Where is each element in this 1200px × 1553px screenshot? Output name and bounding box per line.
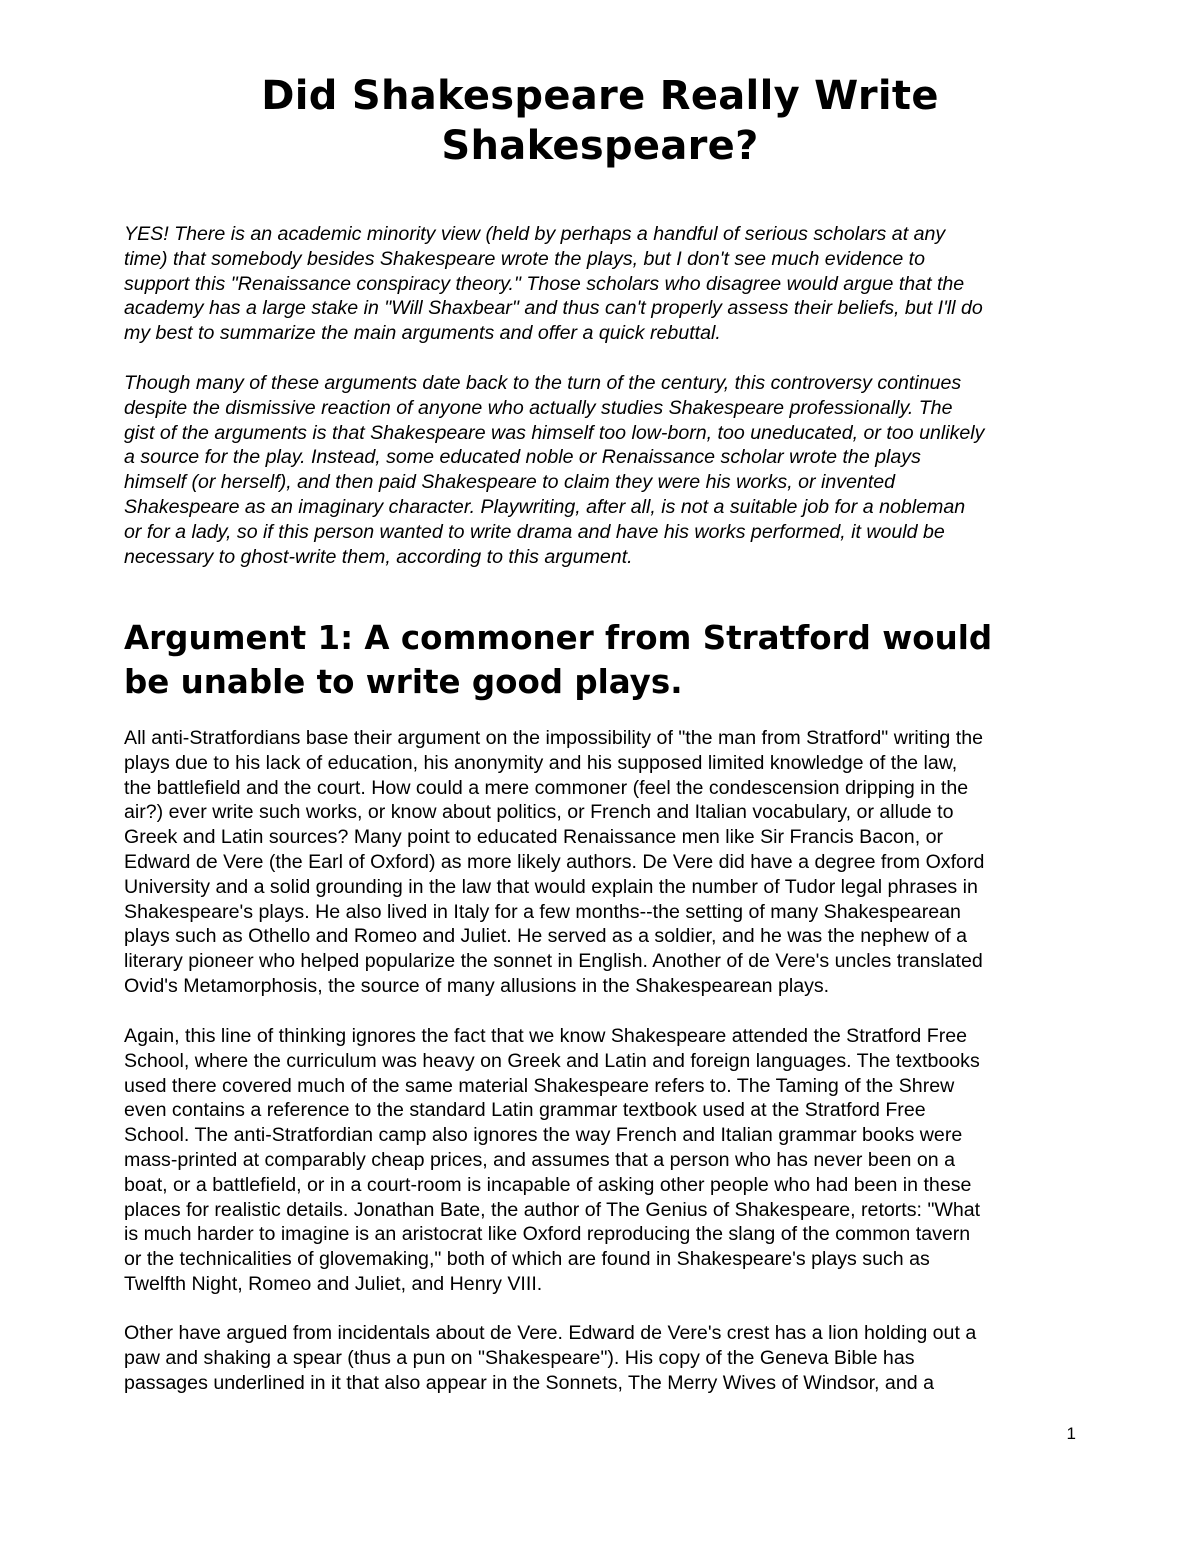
text-line: Shakespeare as an imaginary character. Playwriting, after all, is not a suitable job for a nobleman [124, 495, 966, 518]
text-line: places for realistic details. Jonathan Bate, the author of The Genius of Shakespeare, retorts: "What [124, 1198, 981, 1221]
text-line: Though many of these arguments date back to the turn of the century, this controversy continues [124, 372, 962, 394]
text-line: a source for the play. Instead, some educated noble or Renaissance scholar wrote the plays [124, 446, 921, 469]
text-line: gist of the arguments is that Shakespeare was himself too low-born, too uneducated, or too unlikely [124, 421, 985, 444]
text-line: All anti-Stratfordians base their argument on the impossibility of "the man from Stratford" writing the [124, 727, 984, 749]
text-line: necessary to ghost-write them, according to this argument. [124, 545, 633, 568]
text-line: boat, or a battlefield, or in a court-room is incapable of asking other people who had been in these [124, 1173, 972, 1196]
text-line: plays due to his lack of education, his anonymity and his supposed limited knowledge of the law, [124, 751, 958, 774]
intro-paragraph [124, 222, 1084, 346]
body-paragraph [124, 1321, 1084, 1395]
text-line: air?) ever write such works, or know about politics, or French and Italian vocabulary, or allude to [124, 801, 954, 824]
text-line: Again, this line of thinking ignores the fact that we know Shakespeare attended the Stratford Free [124, 1025, 968, 1047]
text-line: even contains a reference to the standard Latin grammar textbook used at the Stratford Free [124, 1099, 926, 1122]
text-line: YES! There is an academic minority view (held by perhaps a handful of serious scholars at any [124, 223, 946, 245]
text-line: Greek and Latin sources? Many point to educated Renaissance men like Sir Francis Bacon, or [124, 826, 944, 849]
heading-line: Argument 1: A commoner from Stratford would [124, 619, 993, 657]
text-line: the battlefield and the court. How could a mere commoner (feel the condescension dripping in the [124, 776, 969, 799]
text-line: mass-printed at comparably cheap prices, and assumes that a person who has never been on a [124, 1148, 956, 1171]
text-line: literary pioneer who helped popularize the sonnet in English. Another of de Vere's uncles translated [124, 950, 983, 973]
text-line: or for a lady, so if this person wanted to write drama and have his works performed, it would be [124, 520, 945, 543]
page-number: 1 [1066, 1424, 1076, 1443]
text-line: passages underlined in it that also appear in the Sonnets, The Merry Wives of Windsor, and a [124, 1371, 934, 1394]
text-line: or the technicalities of glovemaking," both of which are found in Shakespeare's plays such as [124, 1248, 930, 1271]
text-line: Ovid's Metamorphosis, the source of many allusions in the Shakespearean plays. [124, 974, 830, 997]
text-line: Other have argued from incidentals about de Vere. Edward de Vere's crest has a lion holding out a [124, 1322, 977, 1344]
text-line: support this "Renaissance conspiracy theory." Those scholars who disagree would argue that the [124, 272, 965, 295]
text-line: is much harder to imagine is an aristocrat like Oxford reproducing the slang of the common tavern [124, 1223, 971, 1246]
body-paragraph [124, 726, 1084, 999]
document-title [124, 71, 1076, 171]
title-line: Shakespeare? [441, 123, 759, 169]
section-heading [124, 616, 1084, 704]
text-line: despite the dismissive reaction of anyone who actually studies Shakespeare professionally. The [124, 396, 953, 419]
text-line: paw and shaking a spear (thus a pun on "Shakespeare"). His copy of the Geneva Bible has [124, 1346, 915, 1369]
text-line: Shakespeare's plays. He also lived in Italy for a few months--the setting of many Shakespearean [124, 900, 961, 923]
text-line: School, where the curriculum was heavy on Greek and Latin and foreign languages. The textbooks [124, 1049, 980, 1072]
text-line: School. The anti-Stratfordian camp also ignores the way French and Italian grammar books were [124, 1124, 963, 1147]
intro-paragraph [124, 371, 1084, 569]
text-line: my best to summarize the main arguments and offer a quick rebuttal. [124, 322, 721, 345]
body-paragraph [124, 1024, 1084, 1297]
title-line: Did Shakespeare Really Write [261, 73, 939, 119]
text-line: himself (or herself), and then paid Shakespeare to claim they were his works, or invented [124, 471, 896, 494]
text-line: time) that somebody besides Shakespeare wrote the plays, but I don't see much evidence to [124, 247, 926, 270]
text-line: Twelfth Night, Romeo and Juliet, and Henry VIII. [124, 1272, 543, 1295]
text-line: University and a solid grounding in the law that would explain the number of Tudor legal phrases in [124, 875, 978, 898]
text-line: used there covered much of the same material Shakespeare refers to. The Taming of the Shrew [124, 1074, 955, 1097]
text-line: Edward de Vere (the Earl of Oxford) as more likely authors. De Vere did have a degree from Oxford [124, 850, 985, 873]
heading-line: be unable to write good plays. [124, 663, 683, 701]
text-line: academy has a large stake in "Will Shaxbear" and thus can't properly assess their beliefs, but I'll do [124, 297, 983, 320]
text-line: plays such as Othello and Romeo and Juliet. He served as a soldier, and he was the nephew of a [124, 925, 968, 948]
